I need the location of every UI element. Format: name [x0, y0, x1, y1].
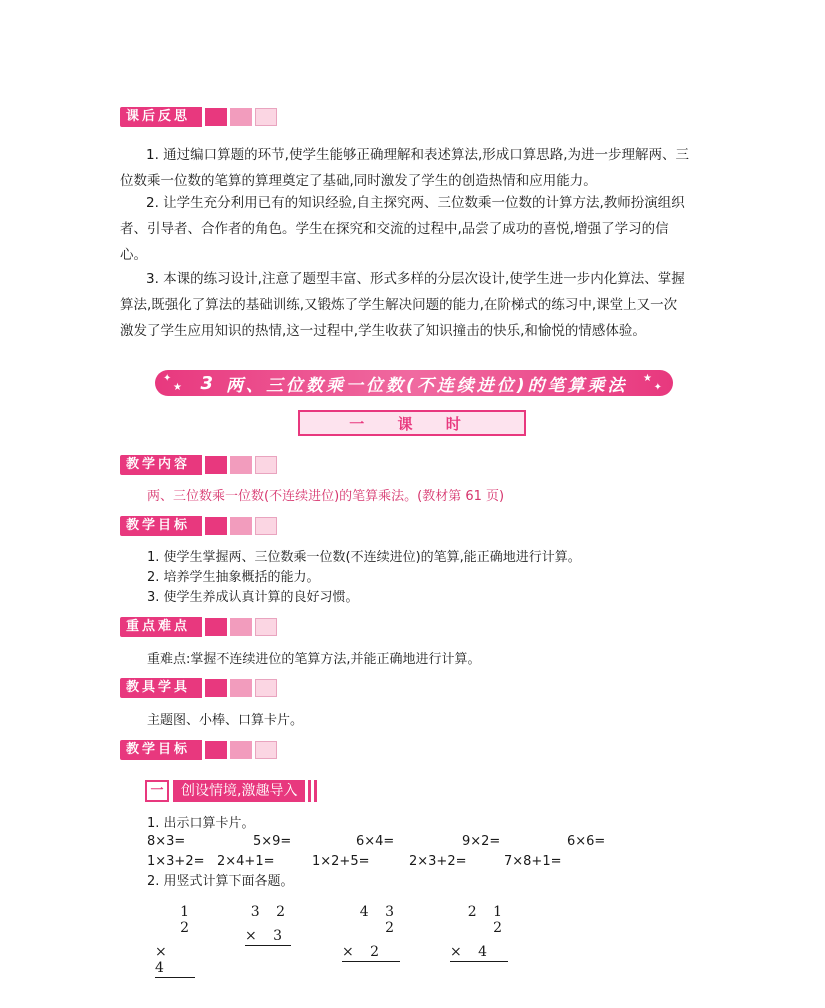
section-header-label: 教学目标: [120, 516, 202, 536]
step-title: 创设情境,激趣导入: [173, 780, 305, 802]
oral-card: 1×2+5=: [312, 854, 370, 869]
oral-card: 9×2=: [462, 834, 501, 849]
lesson-period: 一 课 时: [349, 414, 475, 433]
reflection-paragraph-1: 1. 通过编口算题的环节,使学生能够正确理解和表述算法,形成口算思路,为进一步理解两、三 位数乘一位数的笔算的算理奠定了基础,同时激发了学生的创造热情和应用能力。: [120, 147, 690, 189]
lesson-number: 3: [200, 372, 216, 394]
lesson-title-banner: ✦ ★ 3 两、三位数乘一位数(不连续进位)的笔算乘法 ★ ✦: [155, 370, 673, 396]
lesson-title: 两、三位数乘一位数(不连续进位)的笔算乘法: [225, 375, 628, 396]
vertical-problem: 4 3 2 × 2: [342, 904, 400, 960]
section-header-tools: [120, 678, 277, 698]
oral-card: 8×3=: [147, 834, 186, 849]
oral-card: 7×8+1=: [504, 854, 562, 869]
vertical-problem: 1 2 × 4: [155, 904, 195, 976]
section-header-reflection: [120, 107, 277, 127]
section-header-content: [120, 455, 277, 475]
lesson-period-box: [298, 410, 526, 436]
section-header-label: 教具学具: [120, 678, 202, 698]
section-header-label: 课后反思: [120, 107, 202, 127]
keypoints-text: 重难点:掌握不连续进位的笔算方法,并能正确地进行计算。: [147, 652, 481, 667]
content-text: 两、三位数乘一位数(不连续进位)的笔算乘法。(教材第 61 页): [147, 489, 505, 504]
reflection-paragraph-2: 2. 让学生充分利用已有的知识经验,自主探究两、三位数乘一位数的计算方法,教师扮演组织 者、引导者、合作者的角色。学生在探究和交流的过程中,品尝了成功的喜悦,增强了学习的信 心。: [120, 195, 685, 263]
goal-item-2: 2. 培养学生抽象概括的能力。: [147, 570, 320, 585]
section-header-process: [120, 740, 277, 760]
vertical-problem: 2 1 2 × 4: [450, 904, 508, 960]
oral-card: 1×3+2=: [147, 854, 205, 869]
oral-card: 2×4+1=: [217, 854, 275, 869]
section-header-keypoints: [120, 617, 277, 637]
oral-card: 5×9=: [253, 834, 292, 849]
step-header: [145, 780, 317, 802]
section-header-label: 教学目标: [120, 740, 202, 760]
reflection-paragraph-3: 3. 本课的练习设计,注意了题型丰富、形式多样的分层次设计,使学生进一步内化算法、掌握 算法,既强化了算法的基础训练,又锻炼了学生解决问题的能力,在阶梯式的练习中,课堂上又一次 激发了学生应用知识的热情,这一过程中,学生收获了知识撞击的快乐,和愉悦的情感体验。: [120, 271, 685, 339]
goal-item-1: 1. 使学生掌握两、三位数乘一位数(不连续进位)的笔算,能正确地进行计算。: [147, 550, 581, 565]
tools-text: 主题图、小棒、口算卡片。: [147, 713, 304, 728]
oral-card: 6×6=: [567, 834, 606, 849]
section-header-label: 教学内容: [120, 455, 202, 475]
process-item-2: 2. 用竖式计算下面各题。: [147, 874, 294, 889]
process-item-1: 1. 出示口算卡片。: [147, 816, 255, 831]
oral-card: 2×3+2=: [409, 854, 467, 869]
vertical-problem: 3 2 × 3: [245, 904, 291, 944]
section-header-label: 重点难点: [120, 617, 202, 637]
step-number: 一: [145, 780, 169, 802]
oral-card: 6×4=: [356, 834, 395, 849]
goal-item-3: 3. 使学生养成认真计算的良好习惯。: [147, 590, 359, 605]
section-header-goals: [120, 516, 277, 536]
